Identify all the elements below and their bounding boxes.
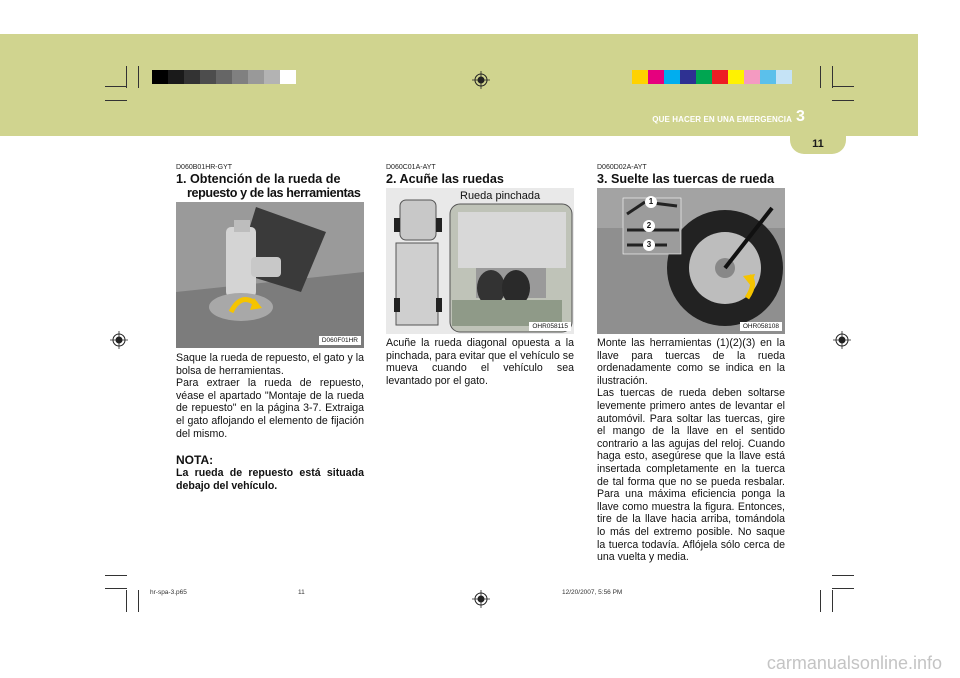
color-swatch <box>232 70 248 84</box>
note-title: NOTA: <box>176 453 214 467</box>
footer-page: 11 <box>298 589 305 596</box>
callout-3: 3 <box>643 239 655 251</box>
callout-1: 1 <box>645 196 657 208</box>
jack-illustration <box>176 202 364 348</box>
crop-mark <box>832 588 854 589</box>
color-swatch <box>152 70 168 84</box>
note-text: La rueda de repuesto está situada debajo del vehículo. <box>176 467 364 492</box>
section-spare-wheel <box>176 164 364 200</box>
registration-mark-icon <box>833 331 851 349</box>
crop-mark <box>138 66 139 88</box>
color-swatch <box>248 70 264 84</box>
color-swatch <box>696 70 712 84</box>
crop-mark <box>126 590 127 612</box>
section-code: D060B01HR-GYT <box>176 164 233 171</box>
section-heading: 2. Acuñe las ruedas <box>386 172 504 186</box>
truck-diagram <box>386 188 574 334</box>
watermark: carmanualsonline.info <box>766 653 942 673</box>
crop-mark <box>832 100 854 101</box>
chock-illustration <box>386 188 574 334</box>
color-swatch <box>648 70 664 84</box>
callout-2: 2 <box>643 220 655 232</box>
registration-mark-icon <box>472 590 490 608</box>
crop-mark <box>832 590 833 612</box>
color-swatch <box>776 70 792 84</box>
color-swatch <box>280 70 296 84</box>
crop-mark <box>832 86 854 87</box>
heading-line: repuesto y de las herramientas <box>187 186 361 200</box>
jack-photo <box>176 202 364 348</box>
note-block <box>176 453 364 492</box>
image-caption: D060F01HR <box>319 336 361 345</box>
crop-mark <box>126 66 127 88</box>
wheel-illustration <box>597 188 785 334</box>
color-swatch <box>184 70 200 84</box>
color-swatch <box>200 70 216 84</box>
color-swatch <box>168 70 184 84</box>
crop-mark <box>832 575 854 576</box>
color-swatch <box>744 70 760 84</box>
section-body: Saque la rueda de repuesto, el gato y la bolsa de herramientas. Para extraer la rueda de repuesto, véase el apartado "Montaje de la rueda de repuesto" en la página 3-7. Extraiga el gato aflojando el elemento de fijación del mismo. <box>176 352 364 440</box>
footer-timestamp: 12/20/2007, 5:56 PM <box>562 589 623 596</box>
section-code: D060D02A-AYT <box>597 164 647 171</box>
registration-mark-icon <box>472 71 490 89</box>
section-loosen-nuts <box>597 164 785 186</box>
crop-mark <box>820 590 821 612</box>
color-swatch <box>760 70 776 84</box>
grayscale-color-bar <box>152 70 296 84</box>
crop-mark <box>105 100 127 101</box>
color-swatch <box>664 70 680 84</box>
wheel-wrench-photo <box>597 188 785 334</box>
crop-mark <box>105 588 127 589</box>
chapter-number: 3 <box>796 108 805 125</box>
section-body: Monte las herramientas (1)(2)(3) en la llave para tuercas de la rueda ordenadamente como se indica en la ilustración. Las tuercas de rueda deben soltarse levemente primero antes de levantar el automóvil. Para soltar las tuercas, gire el mango de la llave en el sentido contrario a las agujas del reloj. Cuando haga esto, asegúrese que la llave está insertada completamente en la tuerca de tal forma que no se pueda resbalar. Para una máxima eficiencia ponga la llave como muestra la figura. Entonces, tire de la llave hacia arriba, tomándola lo más del extremo posible. No saque la tuerca todavía. Aflójela sólo cerca de una vuelta y media. <box>597 337 785 564</box>
footer-file: hr-spa-3.p65 <box>150 589 187 596</box>
crop-mark <box>138 590 139 612</box>
crop-mark <box>105 86 127 87</box>
flat-tire-label: Rueda pinchada <box>460 190 541 202</box>
color-swatch <box>712 70 728 84</box>
color-swatch <box>264 70 280 84</box>
crop-mark <box>832 66 833 88</box>
cmyk-color-bar <box>632 70 792 84</box>
section-body: Acuñe la rueda diagonal opuesta a la pinchada, para evitar que el vehículo se mueva cuando el vehículo sea levantado por el gato. <box>386 337 574 387</box>
chapter-title: QUE HACER EN UNA EMERGENCIA <box>652 115 792 124</box>
color-swatch <box>216 70 232 84</box>
color-swatch <box>728 70 744 84</box>
section-chock-wheels <box>386 164 574 186</box>
crop-mark <box>820 66 821 88</box>
color-swatch <box>680 70 696 84</box>
image-caption: OHR058108 <box>740 322 782 331</box>
image-caption: OHR058115 <box>529 322 571 331</box>
section-code: D060C01A-AYT <box>386 164 436 171</box>
section-heading: 3. Suelte las tuercas de rueda <box>597 172 775 186</box>
registration-mark-icon <box>110 331 128 349</box>
page-number: 11 <box>812 138 824 150</box>
section-heading <box>176 172 364 200</box>
heading-line: 1. Obtención de la rueda de <box>176 172 341 186</box>
color-swatch <box>632 70 648 84</box>
crop-mark <box>105 575 127 576</box>
